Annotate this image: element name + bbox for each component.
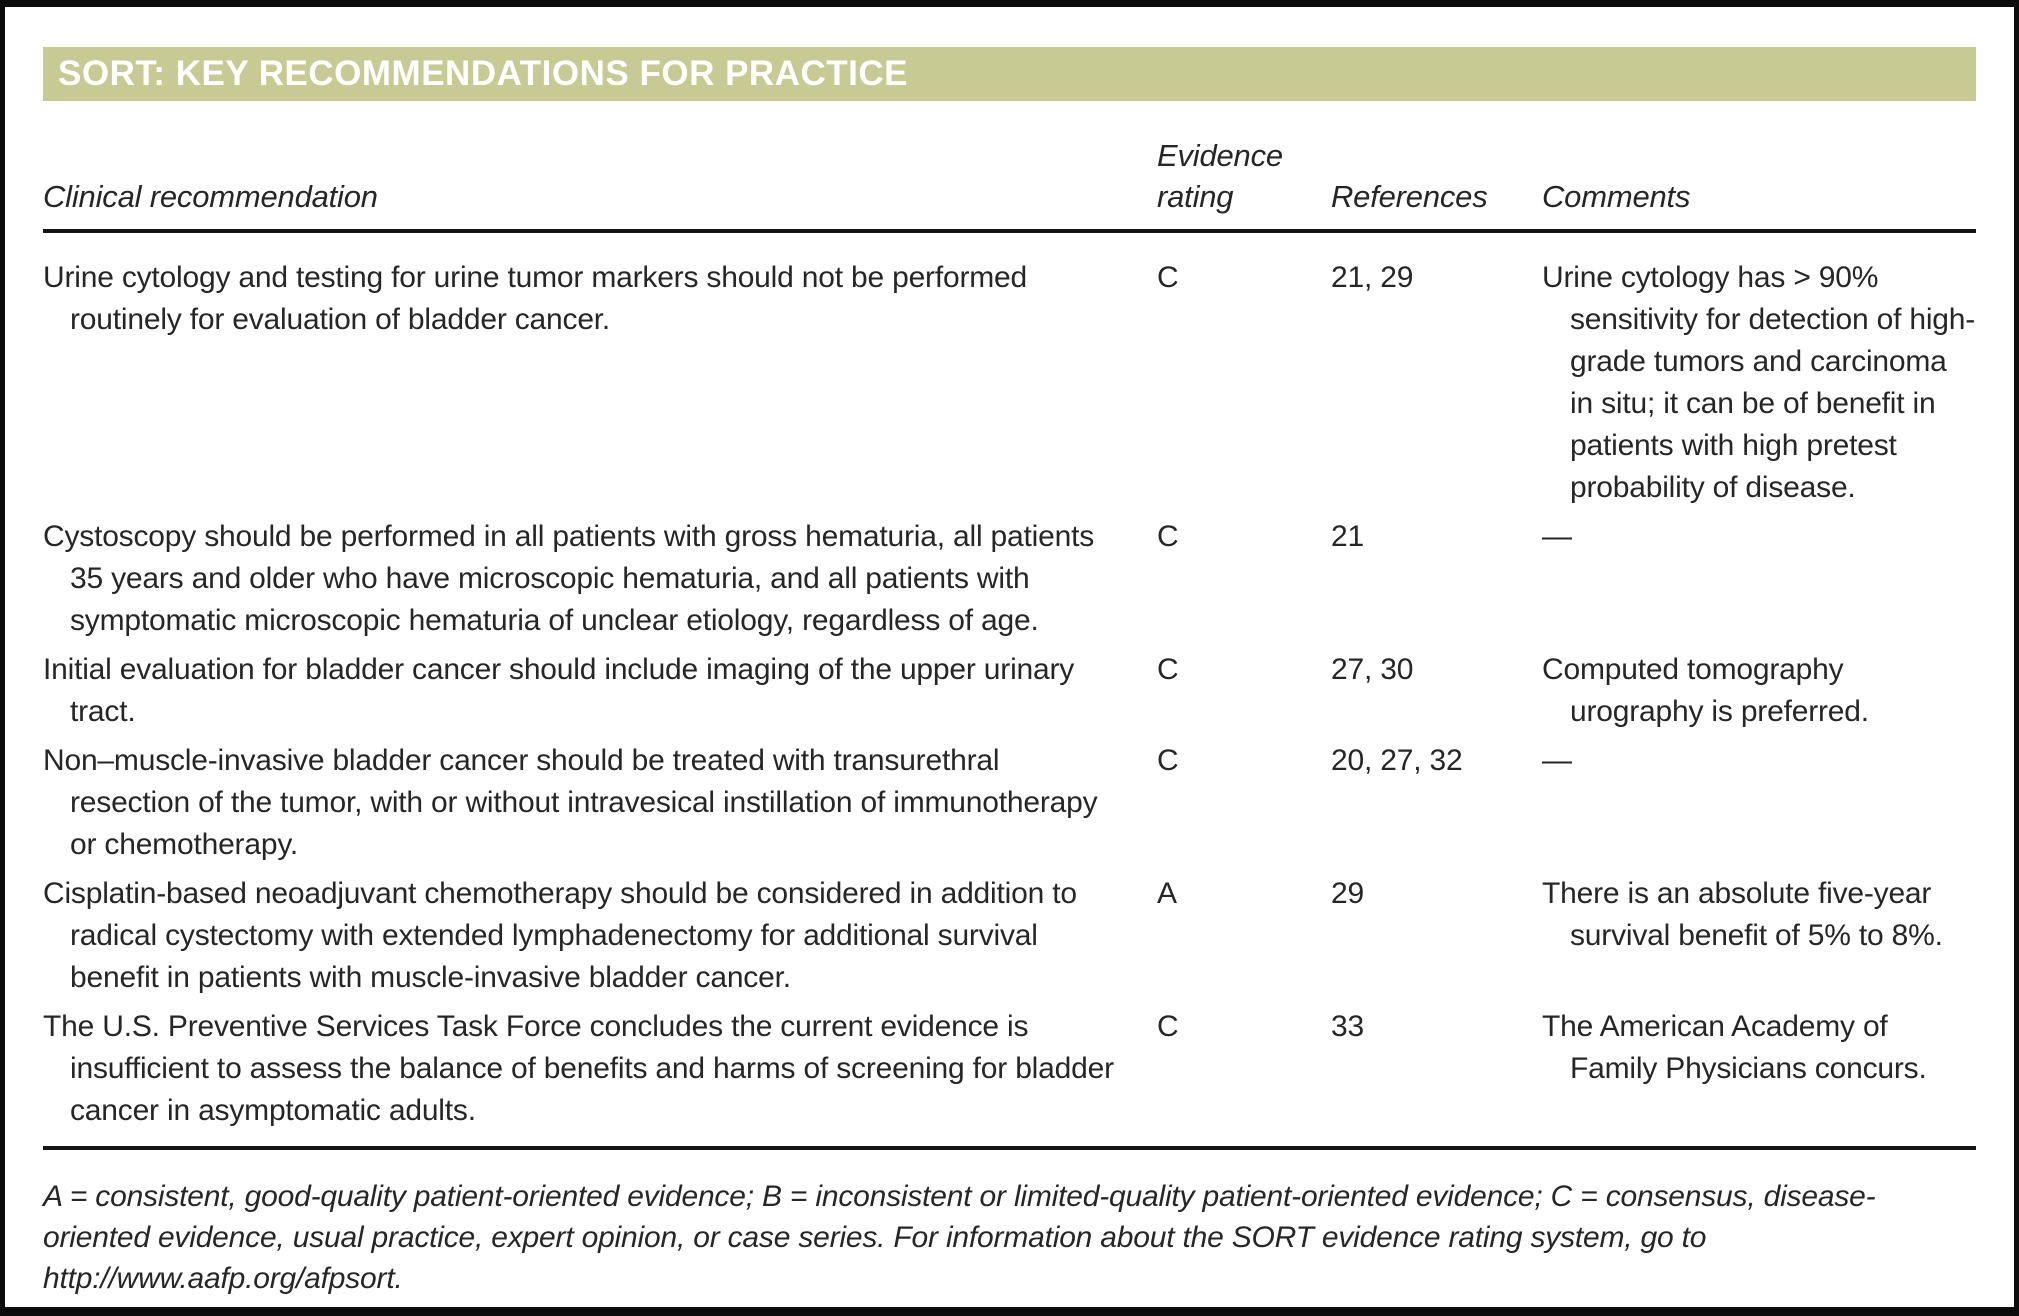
table-row	[43, 740, 1976, 866]
recommendation-cell: The U.S. Preventive Services Task Force concludes the current evidence is insufficient to assess the balance of benefits and harms of screening for bladder cancer in asymptomatic adults.	[43, 1010, 1114, 1127]
recommendation-cell: Non–muscle-invasive bladder cancer should be treated with transurethral resection of the tumor, with or without intravesical instillation of immunotherapy or chemotherapy.	[43, 744, 1098, 861]
comments-cell: Computed tomography urography is preferred.	[1542, 653, 1869, 728]
evidence-rating-cell: C	[1157, 744, 1179, 777]
comments-cell: Urine cytology has > 90% sensitivity for detection of high-grade tumors and carcinoma in situ; it can be of benefit in patients with high pretest probability of disease.	[1542, 261, 1976, 504]
recommendation-cell: Urine cytology and testing for urine tumor markers should not be performed routinely for evaluation of bladder cancer.	[43, 261, 1028, 336]
evidence-rating-cell: A	[1157, 877, 1177, 910]
column-header-evidence-rating: Evidence rating	[1157, 138, 1283, 214]
comments-cell: There is an absolute five-year survival benefit of 5% to 8%.	[1542, 877, 1943, 952]
evidence-rating-cell: C	[1157, 261, 1179, 294]
table-row	[43, 649, 1976, 733]
table-row	[43, 257, 1976, 509]
references-cell: 20, 27, 32	[1331, 744, 1463, 777]
table-row	[43, 1006, 1976, 1132]
evidence-rating-cell: C	[1157, 520, 1179, 553]
sort-footnote: A = consistent, good-quality patient-oriented evidence; B = inconsistent or limited-quality patient-oriented evidence; C = consensus, disease-oriented evidence, usual practice, expert opinion, or case series. For information about the SORT evidence rating system, go to http://www.aafp.org/afpsort.	[43, 1180, 1876, 1295]
table-row	[43, 873, 1976, 999]
recommendation-cell: Cisplatin-based neoadjuvant chemotherapy should be considered in addition to radical cystectomy with extended lymphadenectomy for additional survival benefit in patients with muscle-invasive bladder cancer.	[43, 877, 1077, 994]
comments-cell: The American Academy of Family Physicians concurs.	[1542, 1010, 1927, 1085]
recommendation-cell: Initial evaluation for bladder cancer should include imaging of the upper urinary tract.	[43, 653, 1075, 728]
references-cell: 33	[1331, 1010, 1364, 1043]
references-cell: 21, 29	[1331, 261, 1414, 294]
column-header-comments: Comments	[1542, 179, 1691, 214]
table-body	[43, 233, 1976, 1132]
evidence-rating-cell: C	[1157, 1010, 1179, 1043]
recommendation-cell: Cystoscopy should be performed in all patients with gross hematuria, all patients 35 years and older who have microscopic hematuria, and all patients with symptomatic microscopic hematuria of unclear etiology, regardless of age.	[43, 520, 1095, 637]
references-cell: 29	[1331, 877, 1364, 910]
column-header-clinical-recommendation: Clinical recommendation	[43, 179, 378, 214]
comments-cell: —	[1542, 520, 1572, 553]
table-row	[43, 516, 1976, 642]
references-cell: 21	[1331, 520, 1364, 553]
table-header-row	[43, 135, 1976, 233]
references-cell: 27, 30	[1331, 653, 1414, 686]
table-title-bar	[43, 47, 1976, 101]
evidence-rating-cell: C	[1157, 653, 1179, 686]
comments-cell: —	[1542, 744, 1572, 777]
table-title: SORT: KEY RECOMMENDATIONS FOR PRACTICE	[58, 54, 908, 93]
column-header-references: References	[1331, 179, 1488, 214]
